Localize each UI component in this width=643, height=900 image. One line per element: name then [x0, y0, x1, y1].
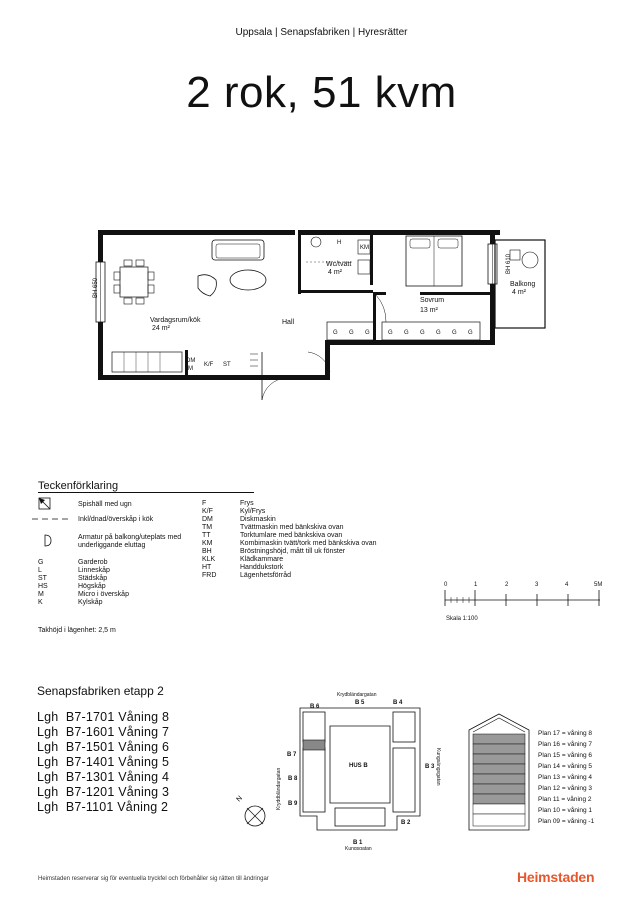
wardrobe-label: G: [404, 330, 409, 336]
wardrobe-label: G: [452, 330, 457, 336]
room-label: Wc/tvätt: [326, 261, 352, 268]
legend-title: Teckenförklaring: [38, 480, 119, 492]
apt-floor: Våning 8: [118, 710, 170, 724]
plan-row: Plan 09 = våning -1: [538, 818, 595, 825]
apartment-row: [37, 770, 169, 784]
plan-row: Plan 17 = våning 8: [538, 730, 593, 737]
apt-prefix: Lgh: [37, 770, 59, 784]
legend-code: HT: [202, 564, 212, 571]
window-height-label: BH 610: [506, 253, 512, 274]
wardrobe-label: G: [468, 330, 473, 336]
scale-tick-label: 4: [565, 582, 569, 588]
plan-row: Plan 11 = våning 2: [538, 796, 592, 803]
disclaimer: Heimstaden reserverar sig för eventuella tryckfel och förbehåller sig rätten till ändringar: [38, 876, 269, 882]
legend-code: HS: [38, 583, 48, 590]
street-label: Kungsängsgatan: [435, 748, 441, 786]
wardrobe-label: G: [365, 330, 370, 336]
house-label: B 2: [401, 820, 411, 826]
compass: [235, 795, 265, 826]
legend-code: TT: [202, 532, 211, 539]
legend-code: DM: [202, 516, 213, 523]
room-label: Sovrum: [420, 297, 445, 304]
legend-text: Frys: [240, 500, 254, 507]
room-area: 4 m²: [328, 269, 342, 276]
apt-prefix: Lgh: [37, 800, 59, 814]
legend-code: FRD: [202, 572, 217, 579]
legend-text: Linneskåp: [78, 567, 110, 574]
house-label: B 3: [425, 764, 435, 770]
legend-code: K: [38, 599, 43, 606]
legend-code: KLK: [202, 556, 216, 563]
room-area: 4 m²: [512, 289, 526, 296]
legend-symbol-text: Spishäll med ugn: [78, 501, 132, 508]
scale-tick-label: 1: [474, 582, 478, 588]
fixture-label: M: [188, 366, 193, 372]
apt-number: B7-1101: [65, 800, 114, 814]
brand-logo: Heimstaden: [517, 869, 595, 885]
street-label: Krydbländargatan: [337, 692, 377, 698]
apartment-row: [37, 755, 169, 769]
street-label: Kryddbländargatan: [276, 767, 282, 810]
house-label: B 4: [393, 700, 403, 706]
floor-plan: [90, 222, 560, 402]
fixture-label: K/F: [204, 362, 214, 368]
stove-icon: [38, 497, 52, 511]
plan-row: Plan 13 = våning 4: [538, 774, 593, 781]
plan-row: Plan 16 = våning 7: [538, 741, 593, 748]
etapp-title: Senapsfabriken etapp 2: [37, 684, 164, 698]
wardrobe-label: G: [436, 330, 441, 336]
scale-bar: [440, 578, 610, 624]
legend-text: Torktumlare med bänkskiva ovan: [240, 532, 343, 539]
legend-code: F: [202, 500, 207, 507]
building-section: [465, 712, 533, 834]
legend-text: Lägenhetsförråd: [240, 572, 291, 579]
center-label: HUS B: [349, 763, 368, 769]
wardrobe-label: G: [349, 330, 354, 336]
legend-divider: [38, 492, 254, 493]
page-subtitle: Uppsala | Senapsfabriken | Hyresrätter: [235, 27, 408, 38]
house-label: B 8: [288, 776, 298, 782]
room-label: Vardagsrum/kök: [150, 317, 201, 324]
room-area: 24 m²: [152, 325, 170, 332]
scale-tick-label: 0: [444, 582, 448, 588]
apt-floor: Våning 6: [118, 740, 170, 754]
legend-code: TM: [202, 524, 213, 531]
apt-prefix: Lgh: [37, 785, 59, 799]
house-label: B 1: [353, 840, 363, 846]
legend-code: KM: [202, 540, 213, 547]
apt-number: B7-1701: [65, 710, 115, 724]
apt-prefix: Lgh: [37, 740, 59, 754]
apt-number: B7-1401: [65, 755, 115, 769]
room-label: Hall: [282, 319, 295, 326]
apt-floor: Våning 7: [118, 725, 170, 739]
plan-row: Plan 12 = våning 3: [538, 785, 593, 792]
north-label: N: [235, 794, 244, 804]
wardrobe-label: G: [388, 330, 393, 336]
house-label: B 6: [310, 704, 320, 710]
legend-code: BH: [202, 548, 212, 555]
legend-text: Tvättmaskin med bänkskiva ovan: [240, 524, 344, 531]
room-area: 13 m²: [420, 307, 438, 314]
fixture-label: KM: [360, 245, 369, 251]
legend-text: Kombimaskin tvätt/tork med bänkskiva ovan: [240, 540, 377, 547]
fixture-label: H: [337, 240, 342, 246]
apt-number: B7-1501: [65, 740, 115, 754]
legend-text: Kyl/Frys: [240, 508, 266, 515]
legend-text: Kylskåp: [78, 599, 103, 606]
fixture-label: DM: [186, 358, 196, 364]
apartment-row: [37, 800, 168, 814]
apt-floor: Våning 5: [118, 755, 170, 769]
ceiling-height-note: Takhöjd i lägenhet: 2,5 m: [38, 627, 116, 634]
scale-tick-label: 3: [535, 582, 539, 588]
legend-symbol-text: Armatur på balkong/uteplats med underliggande eluttag: [78, 534, 182, 549]
apartment-row: [37, 710, 169, 724]
dashed-line-icon: [30, 515, 70, 523]
apt-prefix: Lgh: [37, 710, 59, 724]
window-height-label: BH 650: [93, 277, 99, 298]
plan-row: Plan 14 = våning 5: [538, 763, 593, 770]
fixture-label: ST: [223, 362, 231, 368]
legend-text: Högskåp: [78, 583, 106, 590]
scale-tick-label: 2: [505, 582, 509, 588]
site-plan: [225, 688, 445, 850]
legend-code: L: [38, 567, 42, 574]
plan-row: Plan 15 = våning 6: [538, 752, 593, 759]
apt-number: B7-1201: [65, 785, 115, 799]
apt-prefix: Lgh: [37, 755, 59, 769]
apartment-row: [37, 740, 169, 754]
apartment-row: [37, 725, 169, 739]
apt-number: B7-1601: [65, 725, 115, 739]
legend-code: K/F: [202, 508, 213, 515]
house-label: B 7: [287, 752, 297, 758]
legend-text: Städskåp: [78, 575, 108, 582]
house-label: B 9: [288, 801, 298, 807]
wardrobe-label: G: [333, 330, 338, 336]
page-title: 2 rok, 51 kvm: [186, 68, 457, 117]
room-label: Balkong: [510, 281, 536, 288]
legend-code: M: [38, 591, 44, 598]
apt-floor: Våning 4: [118, 770, 170, 784]
legend-text: Klädkammare: [240, 556, 284, 563]
scale-label: Skala 1:100: [446, 616, 478, 622]
legend-text: Diskmaskin: [240, 516, 276, 523]
legend-code: G: [38, 559, 44, 566]
house-label: B 5: [355, 700, 365, 706]
apt-floor: Våning 3: [118, 785, 170, 799]
legend-symbol-text: Inkl/dnad/överskåp i kök: [78, 516, 154, 523]
legend-text: Handdukstork: [240, 564, 284, 571]
street-label: Kungsgatan: [345, 846, 372, 850]
legend-text: Garderob: [78, 559, 108, 566]
legend-text: Bröstningshöjd, mått till uk fönster: [240, 548, 346, 555]
apt-floor: Våning 2: [117, 800, 169, 814]
lamp-icon: [43, 534, 53, 548]
wardrobe-label: G: [420, 330, 425, 336]
apt-number: B7-1301: [65, 770, 115, 784]
plan-row: Plan 10 = våning 1: [538, 807, 593, 814]
apt-prefix: Lgh: [37, 725, 59, 739]
apartment-row: [37, 785, 169, 799]
legend-text: Micro i överskåp: [78, 591, 129, 598]
scale-tick-label: 5M: [594, 582, 603, 588]
legend-code: ST: [38, 575, 47, 582]
